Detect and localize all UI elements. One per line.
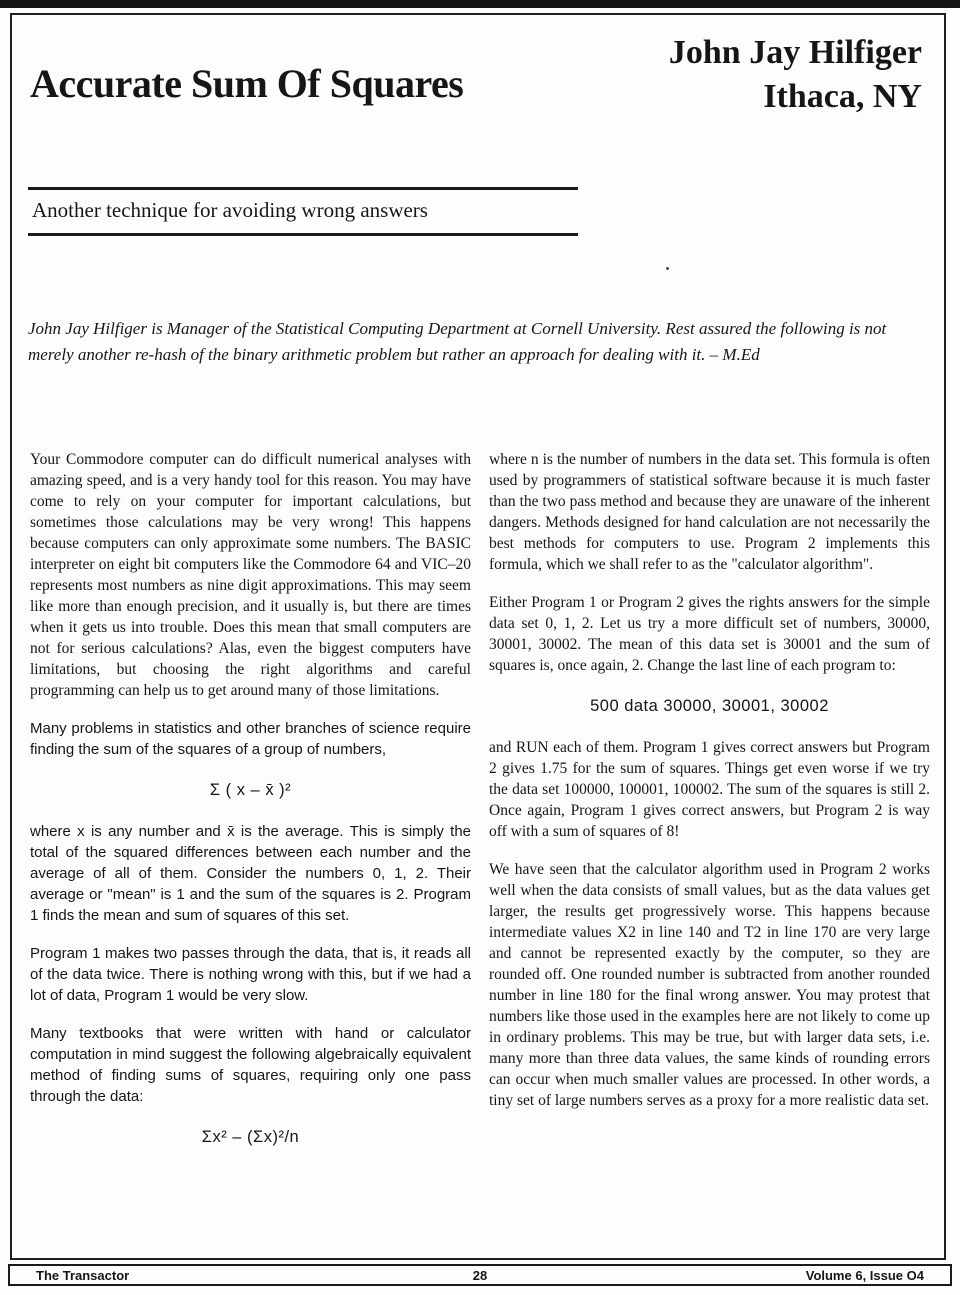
author-location: Ithaca, NY — [763, 78, 922, 115]
page-number: 28 — [472, 1267, 488, 1283]
article-body — [30, 449, 930, 1168]
calculator-formula: Σx² – (Σx)²/n — [201, 1128, 300, 1146]
body-paragraph: Either Program 1 or Program 2 gives the rights answers for the simple data set 0, 1, 2. Let us try a more difficult set of numbers, 30000, 30001, 30002. The mean of this data set is 30001 and the sum of squares is, once again, 2. Change the last line of each program to: — [489, 594, 930, 674]
body-paragraph: and RUN each of them. Program 1 gives correct answers but Program 2 gives 1.75 for the sum of squares. Things get even worse if we try the data set 100000, 100001, 100002. The sum of the squares is still 2. Once again, Program 1 gives correct answers, but Program 2 is way off with a sum of squares of 8! — [489, 739, 930, 840]
article-subtitle: Another technique for avoiding wrong answers — [28, 187, 578, 236]
body-paragraph: where x is any number and x̄ is the average. This is simply the total of the squared differences between each number and the average of all of them. Consider the numbers 0, 1, 2. Their average or "mean" is 1 and the sum of the squares is 2. Program 1 finds the mean and sum of squares of this set. — [30, 823, 471, 924]
author-name: John Jay Hilfiger — [668, 34, 922, 71]
sum-of-squares-formula: Σ ( x – x̄ )² — [209, 781, 292, 799]
body-paragraph: Your Commodore computer can do difficult numerical analyses with amazing speed, and is a very handy tool for this reason. You may have come to rely on your computer for important calculations, but sometimes those calculations may be very wrong! This happens because computers can only approximate some numbers. The BASIC interpreter on eight bit computers like the Commodore 64 and VIC–20 represents most numbers as nine digit approximations. This may seem like more than enough precision, and it usually is, but there are times when it gets us into trouble. Does this mean that small computers are not for serious calculations? Alas, even the biggest computers have limitations, but choosing the right algorithms and careful programming can help us to get around many of those limitations. — [30, 451, 471, 699]
article-frame — [10, 13, 946, 1260]
magazine-name: The Transactor — [36, 1267, 130, 1283]
right-column — [489, 449, 930, 1168]
left-column — [30, 449, 471, 1168]
author-block — [669, 31, 922, 119]
body-paragraph: Program 1 makes two passes through the data, that is, it reads all of the data twice. There is nothing wrong with this, but if we had a lot of data, Program 1 would be very slow. — [30, 945, 471, 1004]
body-paragraph: Many problems in statistics and other branches of science require finding the sum of the squares of a group of numbers, — [30, 720, 471, 758]
editor-intro: John Jay Hilfiger is Manager of the Statistical Computing Department at Cornell University. Rest assured the following is not merely another re-hash of the binary arithmetic problem but rather an approach for dealing with it. – M.Ed — [28, 319, 887, 364]
body-paragraph: where n is the number of numbers in the data set. This formula is often used by programmers of statistical software because it is much faster than the two pass method and because they are unaware of the inherent dangers. Methods designed for hand calculation are not necessarily the best methods for computers to use. Program 2 implements this formula, which we shall refer to as the "calculator algorithm". — [489, 451, 930, 573]
article-title: Accurate Sum Of Squares — [30, 60, 464, 106]
issue-label: Volume 6, Issue O4 — [805, 1267, 924, 1283]
basic-data-line: 500 data 30000, 30001, 30002 — [590, 697, 829, 715]
top-scan-bar — [0, 0, 960, 8]
page-footer — [8, 1264, 952, 1286]
body-paragraph: We have seen that the calculator algorithm used in Program 2 works well when the data consists of small values, but as the data values get larger, the results get progressively worse. This happens because intermediate values X2 in line 140 and T2 in line 170 are very large and cannot be represented exactly by the computer, so they are rounded off. One rounded number is subtracted from another rounded number in line 180 for the final wrong answer. You may protest that numbers like those used in the examples here are not likely to come up in ordinary problems. This may be true, but with larger data sets, i.e. many more than three data values, the same kinds of rounding errors can occur when much smaller values are processed. In other words, a tiny set of large numbers serves as a proxy for a more realistic data set. — [489, 861, 930, 1109]
scan-speck — [666, 267, 669, 270]
body-paragraph: Many textbooks that were written with hand or calculator computation in mind suggest the following algebraically equivalent method of finding sums of squares, requiring only one pass through the data: — [30, 1025, 471, 1105]
